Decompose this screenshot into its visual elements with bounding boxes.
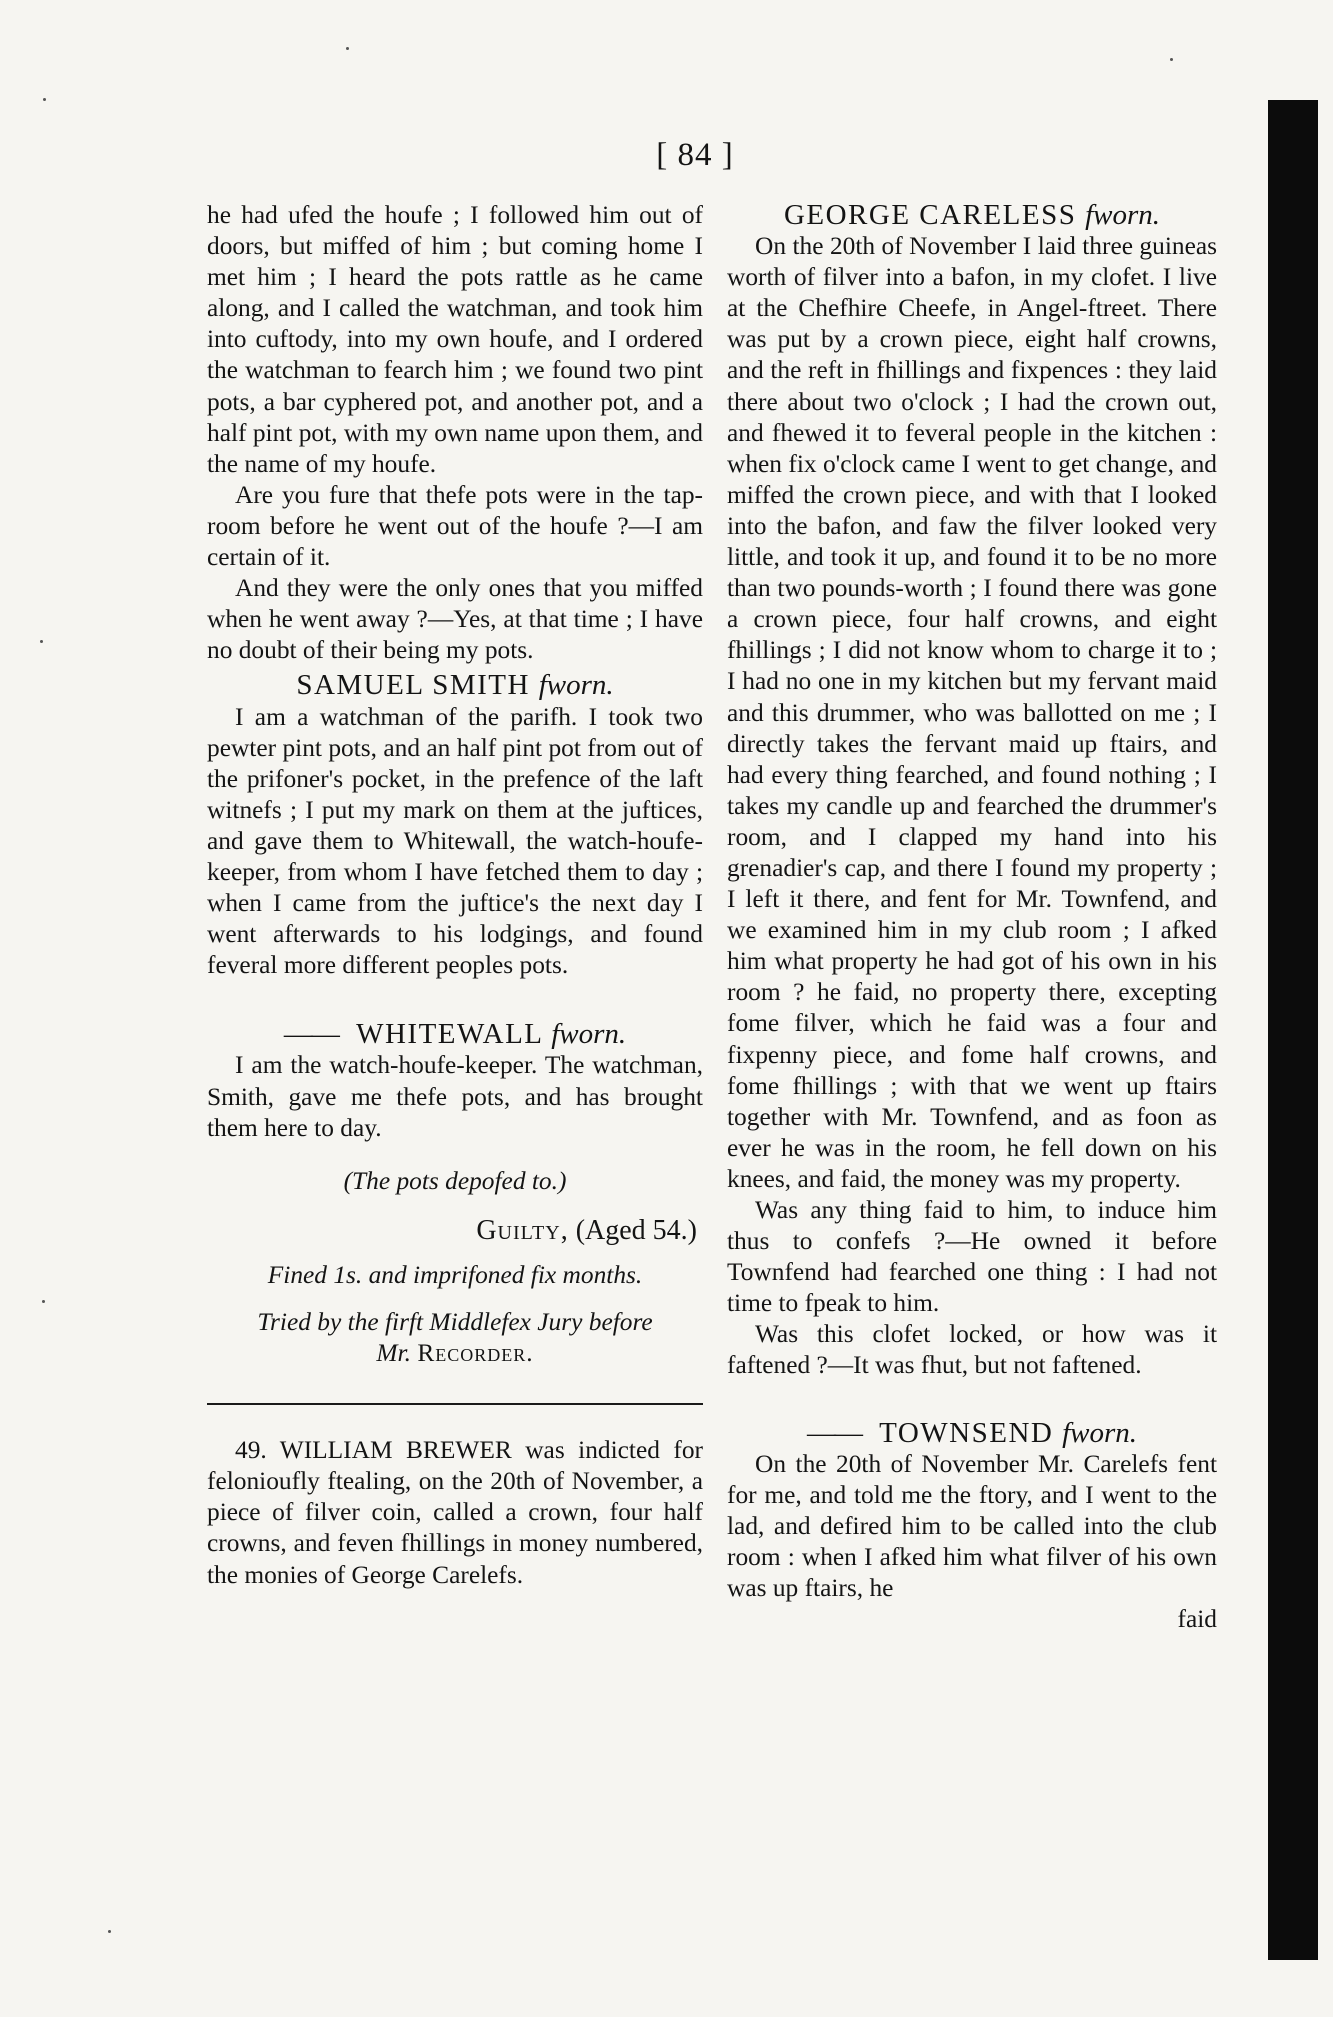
tried-by-judge <box>207 1338 703 1369</box>
scan-speck <box>40 640 43 643</box>
pots-deposed-note: (The pots depofed to.) <box>343 1166 567 1195</box>
tried-by: Tried by the firft Middlefex Jury before <box>257 1308 653 1336</box>
witness-heading <box>727 200 1217 231</box>
scan-speck <box>108 1930 111 1933</box>
sworn-label: fworn. <box>538 669 614 702</box>
scan-speck <box>1170 58 1173 61</box>
verdict-age: (Aged 54.) <box>575 1214 697 1246</box>
witness-name: GEORGE CARELESS <box>783 199 1077 231</box>
body-paragraph: I am the watch-houfe-keeper. The watchman, Smith, gave me thefe pots, and has brought them here to day. <box>207 1051 703 1142</box>
section-rule <box>207 1403 703 1405</box>
verdict-word: Guilty, <box>476 1214 569 1246</box>
heading-dash: —— <box>806 1416 861 1449</box>
sentence: Fined 1s. and imprifoned fix months. <box>267 1260 643 1289</box>
sworn-label: fworn. <box>1062 1416 1138 1449</box>
witness-heading <box>207 1019 703 1050</box>
indictment-paragraph: 49. WILLIAM BREWER was indicted for felonioufly ftealing, on the 20th of November, a piece of filver coin, called a crown, four half crowns, and feven fhillings in money numbered, the monies of George Carelefs. <box>207 1436 703 1589</box>
page-number: [ 84 ] <box>656 137 734 173</box>
scan-speck <box>43 98 46 101</box>
witness-name: TOWNSEND <box>879 1416 1054 1449</box>
judge-name: Recorder. <box>417 1339 534 1368</box>
scan-edge-shadow <box>1268 100 1318 1960</box>
witness-name: WHITEWALL <box>356 1018 543 1051</box>
scan-speck <box>346 47 349 50</box>
witness-name: SAMUEL SMITH <box>296 669 530 702</box>
scan-speck <box>42 1300 45 1303</box>
sworn-label: fworn. <box>551 1018 627 1051</box>
body-paragraph: On the 20th of November I laid three guineas worth of filver into a bafon, in my clofet. I live at the Chefhire Cheefe, in Angel-ftreet. There was put by a crown piece, eight half crowns, and the reft in fhillings and fixpences : they laid there about two o'clock ; I had the crown out, and fhewed it to feveral people in the kitchen : when fix o'clock came I went to get change, and miffed the crown piece, and with that I looked into the bafon, and faw the filver looked very little, and took it up, and found it to be no more than two pounds-worth ; I found there was gone a crown piece, four half crowns, and eight fhillings ; I did not know whom to charge it to ; I had no one in my kitchen but my fervant maid and this drummer, who was ballotted on me ; I directly takes the fervant maid up ftairs, and had every thing fearched, and found nothing ; I takes my candle up and fearched the drummer's room, and I clapped my hand into his grenadier's cap, and there I found my property ; I left it there, and fent for Mr. Townfend, and we examined him in my club room ; I afked him what property he had got of his own in his room ? he faid, no property there, excepting fome filver, which he faid was a four and fixpenny piece, and fome half crowns, and fome fhillings ; with that we went up ftairs together with Mr. Townfend, and as foon as ever he was in the room, he fell down on his knees, and faid, the money was my property. <box>727 232 1217 1193</box>
heading-dash: —— <box>283 1018 338 1051</box>
body-paragraph: Are you fure that thefe pots were in the tap-room before he went out of the houfe ?—I am certain of it. <box>207 480 703 572</box>
body-paragraph: On the 20th of November Mr. Carelefs fent for me, and told me the ftory, and I went to the lad, and defired him to be called into the club room : when I afked him what filver of his own was up ftairs, he <box>727 1449 1217 1603</box>
witness-heading <box>207 670 703 701</box>
body-paragraph: he had ufed the houfe ; I followed him out of doors, but miffed of him ; but coming home I met him ; I heard the pots rattle as he came along, and I called the watchman, and took him into cuftody, into my own houfe, and I ordered the watchman to fearch him ; we found two pint pots, a bar cyphered pot, and another pot, and a half pint pot, with my own name upon them, and the name of my houfe. <box>207 201 703 478</box>
right-column <box>727 200 1217 1635</box>
verdict <box>207 1215 703 1246</box>
left-column <box>207 200 703 1591</box>
judge-title: Mr. <box>376 1339 411 1368</box>
catchword: faid <box>1177 1605 1217 1634</box>
body-paragraph: Was any thing faid to him, to induce him thus to confefs ?—He owned it before Townfend had fearched one thing : I had not time to fpeak to him. <box>727 1196 1217 1318</box>
sworn-label: fworn. <box>1085 199 1161 231</box>
body-paragraph: I am a watchman of the parifh. I took two pewter pint pots, and an half pint pot from out of the prifoner's pocket, in the prefence of the laft witnefs ; I put my mark on them at the juftices, and gave them to Whitewall, the watch-houfe-keeper, from whom I have fetched them to day ; when I came from the juftice's the next day I went afterwards to his lodgings, and found feveral more different peoples pots. <box>207 702 703 980</box>
body-paragraph: And they were the only ones that you miffed when he went away ?—Yes, at that time ; I have no doubt of their being my pots. <box>207 574 703 665</box>
body-paragraph: Was this clofet locked, or how was it faftened ?—It was fhut, but not faftened. <box>727 1320 1217 1380</box>
witness-heading <box>727 1418 1217 1449</box>
